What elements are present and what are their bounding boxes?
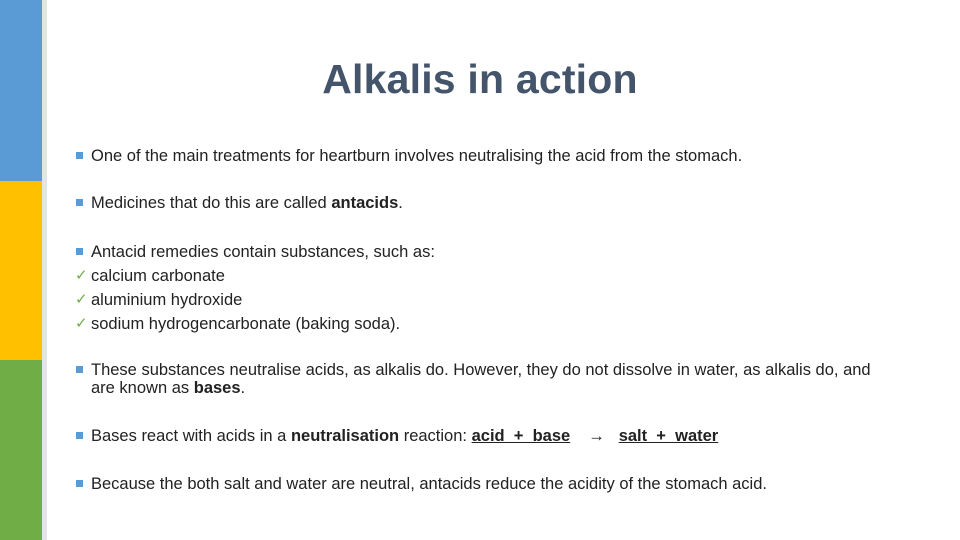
bullet-text: Medicines that do this are called (91, 194, 332, 212)
bullet-item-2 (76, 193, 896, 213)
bullet-text: Antacid remedies contain substances, such as: (91, 243, 435, 261)
check-icon: ✓ (75, 291, 88, 308)
sidebar-blue-segment (0, 0, 42, 181)
sidebar-yellow-segment (0, 181, 42, 360)
arrow-icon: → (588, 427, 605, 445)
check-text: aluminium hydroxide (91, 291, 243, 309)
bullet-text: One of the main treatments for heartburn involves neutralising the acid from the stomach. (91, 147, 743, 165)
check-icon: ✓ (75, 267, 88, 284)
check-text: calcium carbonate (91, 267, 225, 285)
check-icon: ✓ (75, 315, 88, 332)
square-bullet-icon (76, 480, 83, 487)
bullet-item-3 (76, 240, 896, 336)
bullet-text: . (240, 379, 246, 397)
bullet-text: Bases react with acids in a (91, 427, 291, 445)
square-bullet-icon (76, 199, 83, 206)
bullet-text: These substances neutralise acids, as alkalis do. However, they do not dissolve in water, as alkalis do, and are known as (91, 361, 871, 397)
equation-right: salt + water (618, 427, 719, 445)
sidebar-edge (42, 0, 47, 540)
bullet-text: Because the both salt and water are neutral, antacids reduce the acidity of the stomach acid. (91, 475, 767, 493)
square-bullet-icon (76, 152, 83, 159)
square-bullet-icon (76, 432, 83, 439)
slide-title: Alkalis in action (322, 56, 638, 102)
check-item-2 (76, 288, 896, 312)
square-bullet-icon (76, 366, 83, 373)
sidebar-green-segment (0, 360, 42, 540)
bullet-bold-term: bases (193, 379, 241, 397)
check-item-3 (76, 312, 896, 336)
check-item-1 (76, 264, 896, 288)
bullet-bold-term: antacids (331, 194, 399, 212)
bullet-item-4 (76, 361, 886, 397)
equation-left: acid + base (471, 427, 571, 445)
check-text: sodium hydrogencarbonate (baking soda). (91, 315, 401, 333)
bullet-text: reaction: (399, 427, 472, 445)
bullet-text: . (398, 194, 403, 212)
bullet-item-6 (76, 474, 896, 494)
bullet-bold-term: neutralisation (290, 427, 400, 445)
bullet-item-1 (76, 146, 896, 166)
square-bullet-icon (76, 248, 83, 255)
bullet-item-5 (76, 426, 896, 446)
sidebar-color-bar (0, 0, 48, 540)
